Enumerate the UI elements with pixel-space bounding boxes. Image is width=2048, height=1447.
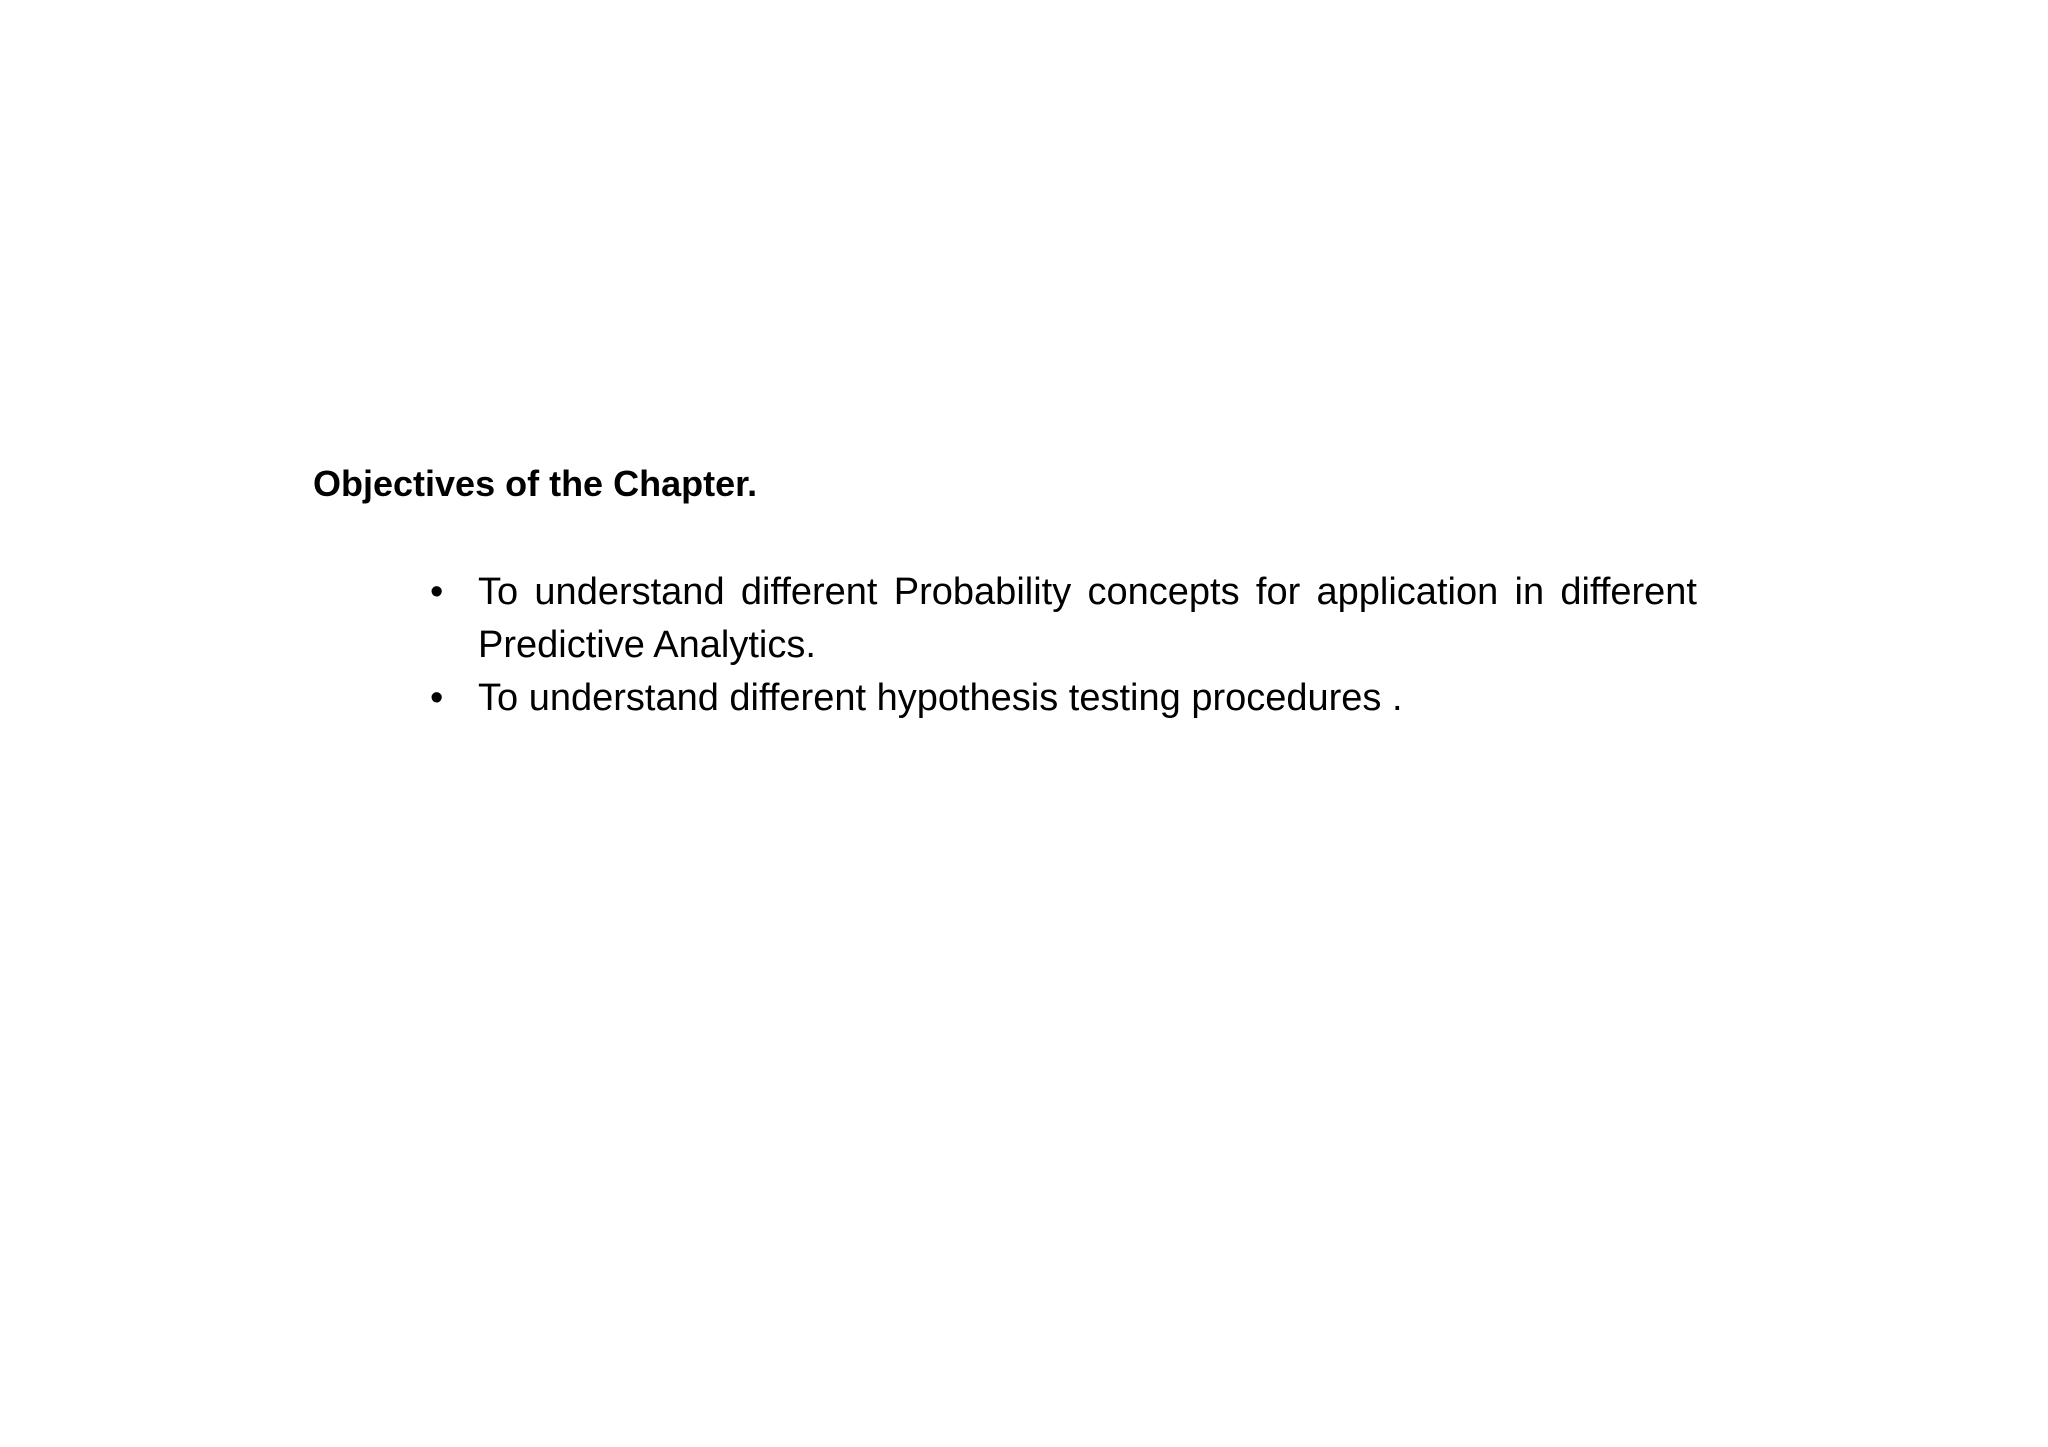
objectives-list bbox=[430, 566, 1697, 725]
objective-item-hypothesis bbox=[430, 672, 1697, 725]
chapter-objectives-heading: Objectives of the Chapter. bbox=[313, 463, 758, 504]
objective-text: To understand different hypothesis testing procedures . bbox=[478, 677, 1403, 719]
objective-text: To understand different Probability concepts for application in different Predictive Analytics. bbox=[478, 571, 1697, 666]
bullet-icon: • bbox=[430, 677, 444, 719]
objective-item-probability bbox=[430, 566, 1697, 672]
bullet-icon: • bbox=[430, 571, 444, 613]
